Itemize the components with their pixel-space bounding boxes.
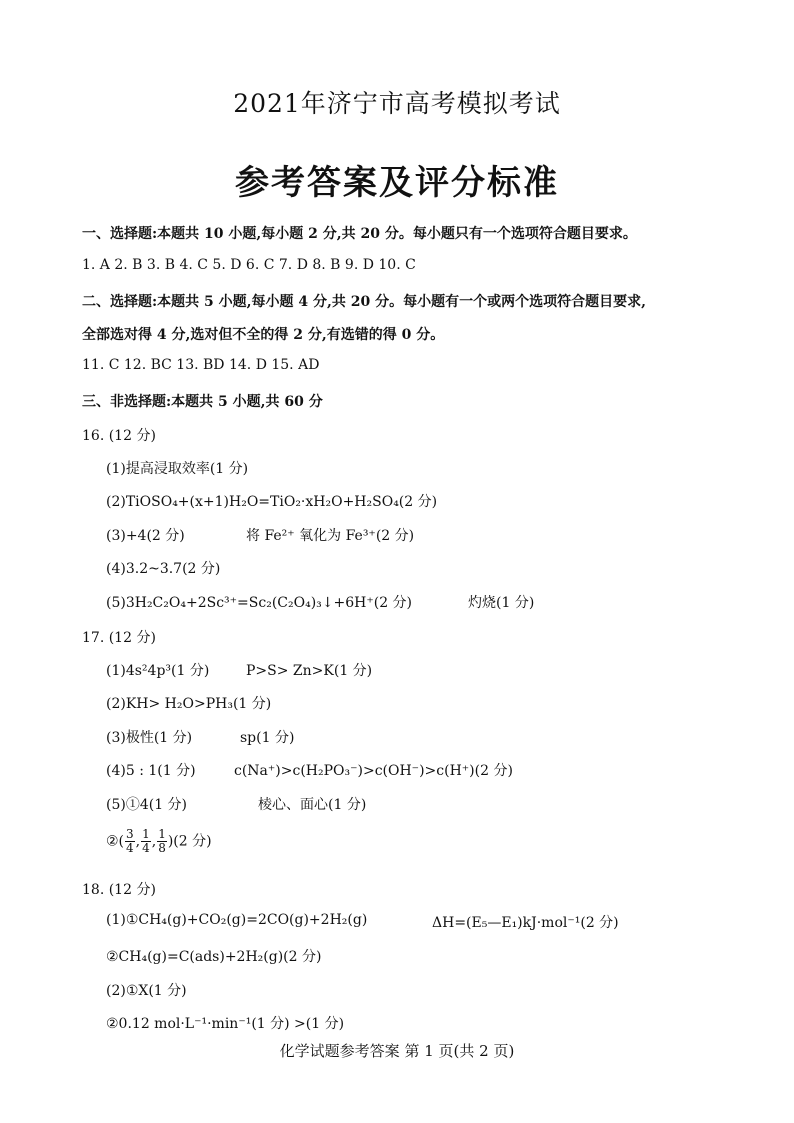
- section2-heading-line2: 全部选对得 4 分,选对但不全的得 2 分,有选错的得 0 分。: [82, 327, 445, 343]
- q17-answer-5a: (5)①4(1 分): [106, 797, 188, 813]
- q18-answer-4: ②0.12 mol·L⁻¹·min⁻¹(1 分) >(1 分): [106, 1016, 345, 1032]
- q18-answer-3: (2)①X(1 分): [106, 983, 187, 999]
- q18-answer-1b: ΔH=(E₅—E₁)kJ·mol⁻¹(2 分): [432, 915, 619, 931]
- coordinate-prefix: ②(: [106, 833, 125, 850]
- fraction-2: [141, 828, 151, 855]
- q18-answer-1a: (1)①CH₄(g)+CO₂(g)=2CO(g)+2H₂(g): [106, 912, 368, 928]
- q16-answer-5a: (5)3H₂C₂O₄+2Sc³⁺=Sc₂(C₂O₄)₃↓+6H⁺(2 分): [106, 595, 413, 611]
- comma: ,: [135, 833, 141, 850]
- q17-answer-1b: P>S> Zn>K(1 分): [246, 663, 373, 679]
- q17-answer-2: (2)KH> H₂O>PH₃(1 分): [106, 696, 272, 712]
- q17-answer-5b: 棱心、面心(1 分): [258, 797, 367, 813]
- fraction-3: [157, 828, 167, 855]
- q18-label: 18. (12 分): [82, 882, 156, 898]
- fraction-3-numerator: 1: [158, 827, 166, 841]
- section3-heading: 三、非选择题:本题共 5 小题,共 60 分: [82, 394, 323, 410]
- q16-answer-3a: (3)+4(2 分): [106, 528, 185, 544]
- page-title: 2021年济宁市高考模拟考试: [233, 89, 561, 118]
- q17-answer-4a: (4)5 : 1(1 分): [106, 763, 196, 779]
- section2-heading-line1: 二、选择题:本题共 5 小题,每小题 4 分,共 20 分。每小题有一个或两个选项符合题目要求,: [82, 294, 646, 310]
- q16-answer-5b: 灼烧(1 分): [468, 595, 535, 611]
- q17-answer-3b: sp(1 分): [240, 730, 295, 746]
- fraction-2-numerator: 1: [142, 827, 150, 841]
- q17-answer-1a: (1)4s²4p³(1 分): [106, 663, 210, 679]
- q18-answer-2: ②CH₄(g)=C(ads)+2H₂(g)(2 分): [106, 949, 322, 965]
- q16-answer-2: (2)TiOSO₄+(x+1)H₂O=TiO₂·xH₂O+H₂SO₄(2 分): [106, 494, 438, 510]
- coordinate-suffix: )(2 分): [167, 833, 212, 850]
- section2-answers: 11. C 12. BC 13. BD 14. D 15. AD: [82, 357, 320, 373]
- section1-heading: 一、选择题:本题共 10 小题,每小题 2 分,共 20 分。每小题只有一个选项符合题目要求。: [82, 226, 637, 242]
- q17-answer-6: [106, 828, 212, 855]
- fraction-2-denominator: 4: [142, 841, 150, 855]
- fraction-1-numerator: 3: [126, 827, 134, 841]
- q17-answer-3a: (3)极性(1 分): [106, 730, 193, 746]
- q17-answer-4b: c(Na⁺)>c(H₂PO₃⁻)>c(OH⁻)>c(H⁺)(2 分): [234, 763, 513, 779]
- fraction-3-denominator: 8: [158, 841, 166, 855]
- q16-label: 16. (12 分): [82, 428, 156, 444]
- page-subtitle: 参考答案及评分标准: [235, 163, 559, 203]
- q16-answer-3b: 将 Fe²⁺ 氧化为 Fe³⁺(2 分): [246, 528, 415, 544]
- q16-answer-4: (4)3.2~3.7(2 分): [106, 561, 221, 577]
- comma: ,: [151, 833, 157, 850]
- section1-answers: 1. A 2. B 3. B 4. C 5. D 6. C 7. D 8. B 9. D 10. C: [82, 257, 416, 273]
- fraction-1-denominator: 4: [126, 841, 134, 855]
- q17-label: 17. (12 分): [82, 630, 156, 646]
- q16-answer-1: (1)提高浸取效率(1 分): [106, 461, 249, 477]
- fraction-1: [125, 828, 135, 855]
- page-footer: 化学试题参考答案 第 1 页(共 2 页): [279, 1042, 515, 1060]
